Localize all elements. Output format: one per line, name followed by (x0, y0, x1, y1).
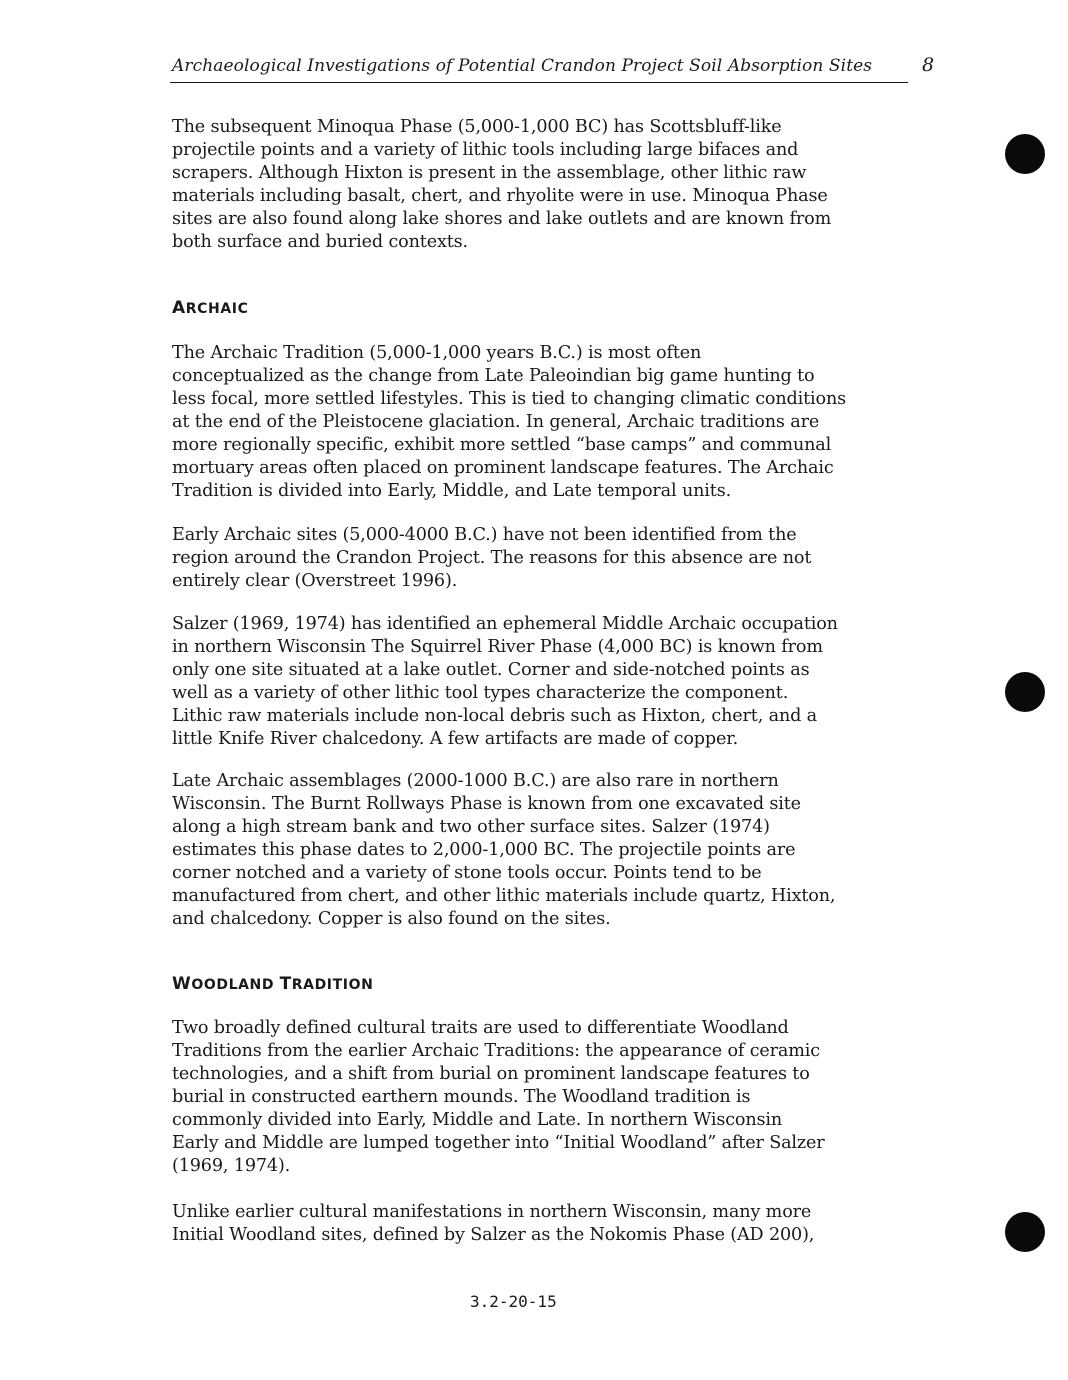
punch-hole-middle (1005, 672, 1045, 712)
text-line: Salzer (1969, 1974) has identified an ephemeral Middle Archaic occupation (172, 614, 838, 634)
minoqua-paragraph (172, 116, 912, 254)
page-number: 8 (922, 54, 935, 76)
heading-initial: T (279, 974, 292, 994)
text-line: Late Archaic assemblages (2000-1000 B.C.) are also rare in northern (172, 771, 779, 791)
heading-rest: RADITION (291, 977, 374, 993)
header-title: Archaeological Investigations of Potential Crandon Project Soil Absorption Sites (172, 56, 873, 76)
text-line: Early Archaic sites (5,000-4000 B.C.) have not been identified from the (172, 525, 797, 545)
text-line: mortuary areas often placed on prominent landscape features. The Archaic (172, 458, 834, 478)
text-line: Traditions from the earlier Archaic Traditions: the appearance of ceramic (172, 1041, 820, 1061)
text-line: burial in constructed earthern mounds. The Woodland tradition is (172, 1087, 751, 1107)
text-line: The subsequent Minoqua Phase (5,000-1,000 BC) has Scottsbluff-like (172, 117, 782, 137)
text-line: region around the Crandon Project. The reasons for this absence are not (172, 548, 812, 568)
text-line: and chalcedony. Copper is also found on the sites. (172, 909, 611, 929)
middle-archaic-paragraph (172, 613, 912, 751)
text-line: Early and Middle are lumped together into “Initial Woodland” after Salzer (172, 1133, 825, 1153)
text-line: at the end of the Pleistocene glaciation. In general, Archaic traditions are (172, 412, 820, 432)
text-line: Initial Woodland sites, defined by Salzer as the Nokomis Phase (AD 200), (172, 1225, 815, 1245)
text-line: projectile points and a variety of lithic tools including large bifaces and (172, 140, 799, 160)
text-line: Wisconsin. The Burnt Rollways Phase is known from one excavated site (172, 794, 801, 814)
heading-initial: W (172, 974, 192, 994)
text-line: Unlike earlier cultural manifestations in northern Wisconsin, many more (172, 1202, 812, 1222)
late-archaic-paragraph (172, 770, 912, 931)
text-line: commonly divided into Early, Middle and Late. In northern Wisconsin (172, 1110, 783, 1130)
text-line: less focal, more settled lifestyles. This is tied to changing climatic conditions (172, 389, 847, 409)
woodland-traits-paragraph (172, 1017, 912, 1178)
text-line: only one site situated at a lake outlet. Corner and side-notched points as (172, 660, 810, 680)
text-line: The Archaic Tradition (5,000-1,000 years B.C.) is most often (172, 343, 702, 363)
text-line: in northern Wisconsin The Squirrel River Phase (4,000 BC) is known from (172, 637, 823, 657)
text-line: little Knife River chalcedony. A few artifacts are made of copper. (172, 729, 739, 749)
initial-woodland-paragraph (172, 1201, 912, 1247)
text-line: sites are also found along lake shores and lake outlets and are known from (172, 209, 832, 229)
heading-rest: OODLAND (191, 977, 275, 993)
archaic-heading (172, 298, 248, 318)
text-line: scrapers. Although Hixton is present in the assemblage, other lithic raw (172, 163, 807, 183)
text-line: conceptualized as the change from Late Paleoindian big game hunting to (172, 366, 815, 386)
text-line: more regionally specific, exhibit more settled “base camps” and communal (172, 435, 832, 455)
punch-hole-top (1005, 134, 1045, 174)
heading-rest: RCHAIC (185, 301, 249, 317)
text-line: materials including basalt, chert, and rhyolite were in use. Minoqua Phase (172, 186, 828, 206)
text-line: both surface and buried contexts. (172, 232, 468, 252)
early-archaic-paragraph (172, 524, 912, 593)
punch-hole-bottom (1005, 1212, 1045, 1252)
text-line: Lithic raw materials include non-local debris such as Hixton, chert, and a (172, 706, 818, 726)
text-line: well as a variety of other lithic tool types characterize the component. (172, 683, 789, 703)
text-line: estimates this phase dates to 2,000-1,000 BC. The projectile points are (172, 840, 796, 860)
text-line: Tradition is divided into Early, Middle, and Late temporal units. (172, 481, 732, 501)
text-line: along a high stream bank and two other surface sites. Salzer (1974) (172, 817, 770, 837)
text-line: Two broadly defined cultural traits are used to differentiate Woodland (172, 1018, 789, 1038)
woodland-tradition-heading (172, 974, 373, 994)
heading-initial: A (172, 298, 186, 318)
text-line: technologies, and a shift from burial on prominent landscape features to (172, 1064, 810, 1084)
archaic-tradition-paragraph (172, 342, 912, 503)
text-line: corner notched and a variety of stone tools occur. Points tend to be (172, 863, 762, 883)
document-footer-number: 3.2-20-15 (470, 1292, 557, 1311)
text-line: (1969, 1974). (172, 1156, 291, 1176)
text-line: manufactured from chert, and other lithic materials include quartz, Hixton, (172, 886, 836, 906)
running-header (170, 54, 908, 83)
text-line: entirely clear (Overstreet 1996). (172, 571, 458, 591)
